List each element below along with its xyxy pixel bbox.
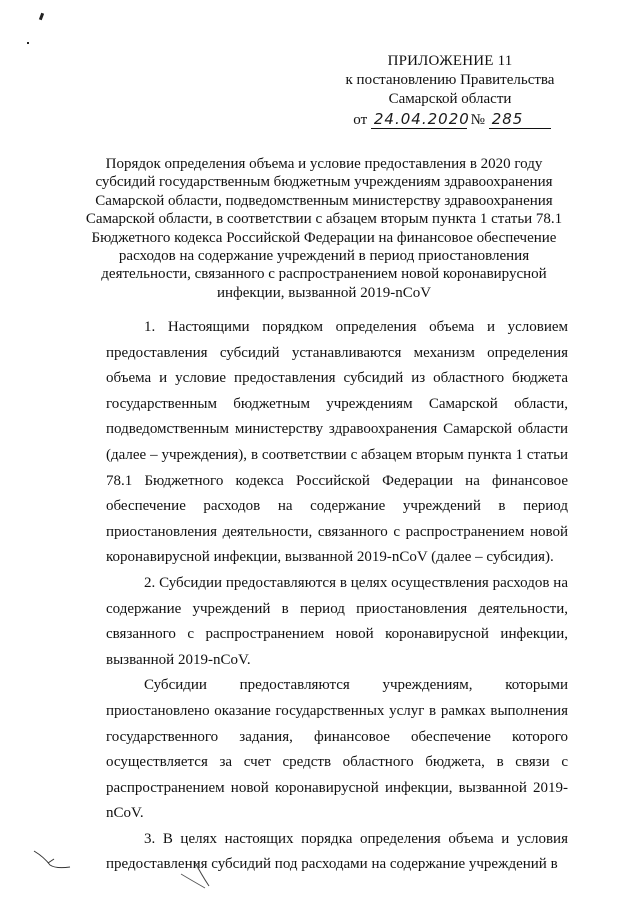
scan-scribble-right xyxy=(175,860,225,895)
paragraph-2: 2. Субсидии предоставляются в целях осуществления расходов на содержание учреждений в период приостановления деятельности, связанного с распространением новой коронавирусной инфекции, вызванной 2019-nCoV. xyxy=(106,574,568,668)
appendix-date-line xyxy=(332,110,572,130)
document-body xyxy=(106,315,568,878)
handwritten-date: 24.04.2020 xyxy=(371,110,467,129)
scan-mark xyxy=(39,13,44,21)
paragraph-4: 3. В целях настоящих порядка определения объема и условия предоставления субсидий под расходами на содержание учреждений в xyxy=(106,830,568,873)
document-title: Порядок определения объема и условие предоставления в 2020 году субсидий государственным бюджетным учреждениям здравоохранения Самарской области, подведомственным министерству здравоохранения Самарской области, в соответствии с абзацем вторым пункта 1 статьи 78.1 Бюджетного кодекса Российской Федерации на финансовое обеспечение расходов на содержание учреждений в период приостановления деятельности, связанного с распространением новой коронавирусной инфекции, вызванной 2019-nCoV xyxy=(85,156,563,301)
appendix-title: ПРИЛОЖЕНИЕ 11 xyxy=(387,53,513,69)
date-prefix: от xyxy=(353,112,368,128)
paragraph-3: Субсидии предоставляются учреждениям, которыми приостановлено оказание государственных услуг в рамках выполнения государственного задания, финансовое обеспечение которого осуществляется за счет средств областного бюджета, в связи с распространением новой коронавирусной инфекции, вызванной 2019-nCoV. xyxy=(106,677,568,822)
scan-dot xyxy=(27,42,29,44)
paragraph-1: 1. Настоящими порядком определения объема и условием предоставления субсидий устанавливаются механизм определения объема и условие предоставления субсидий из областного бюджета государственным бюджетным учреждениям Самарской области, подведомственным министерству здравоохранения Самарской области (далее – учреждения), в соответствии с абзацем вторым пункта 1 статьи 78.1 Бюджетного кодекса Российской Федерации на финансовое обеспечение расходов на содержание учреждений в период приостановления деятельности, связанного с распространением новой коронавирусной инфекции, вызванной 2019-nCoV (далее – субсидия). xyxy=(106,319,568,566)
appendix-region-line: Самарской области xyxy=(388,91,512,107)
scan-scribble-left xyxy=(30,845,80,875)
appendix-to-line: к постановлению Правительства xyxy=(345,72,555,88)
handwritten-number: 285 xyxy=(489,110,551,129)
number-prefix: № xyxy=(470,112,485,128)
appendix-header xyxy=(330,52,570,130)
